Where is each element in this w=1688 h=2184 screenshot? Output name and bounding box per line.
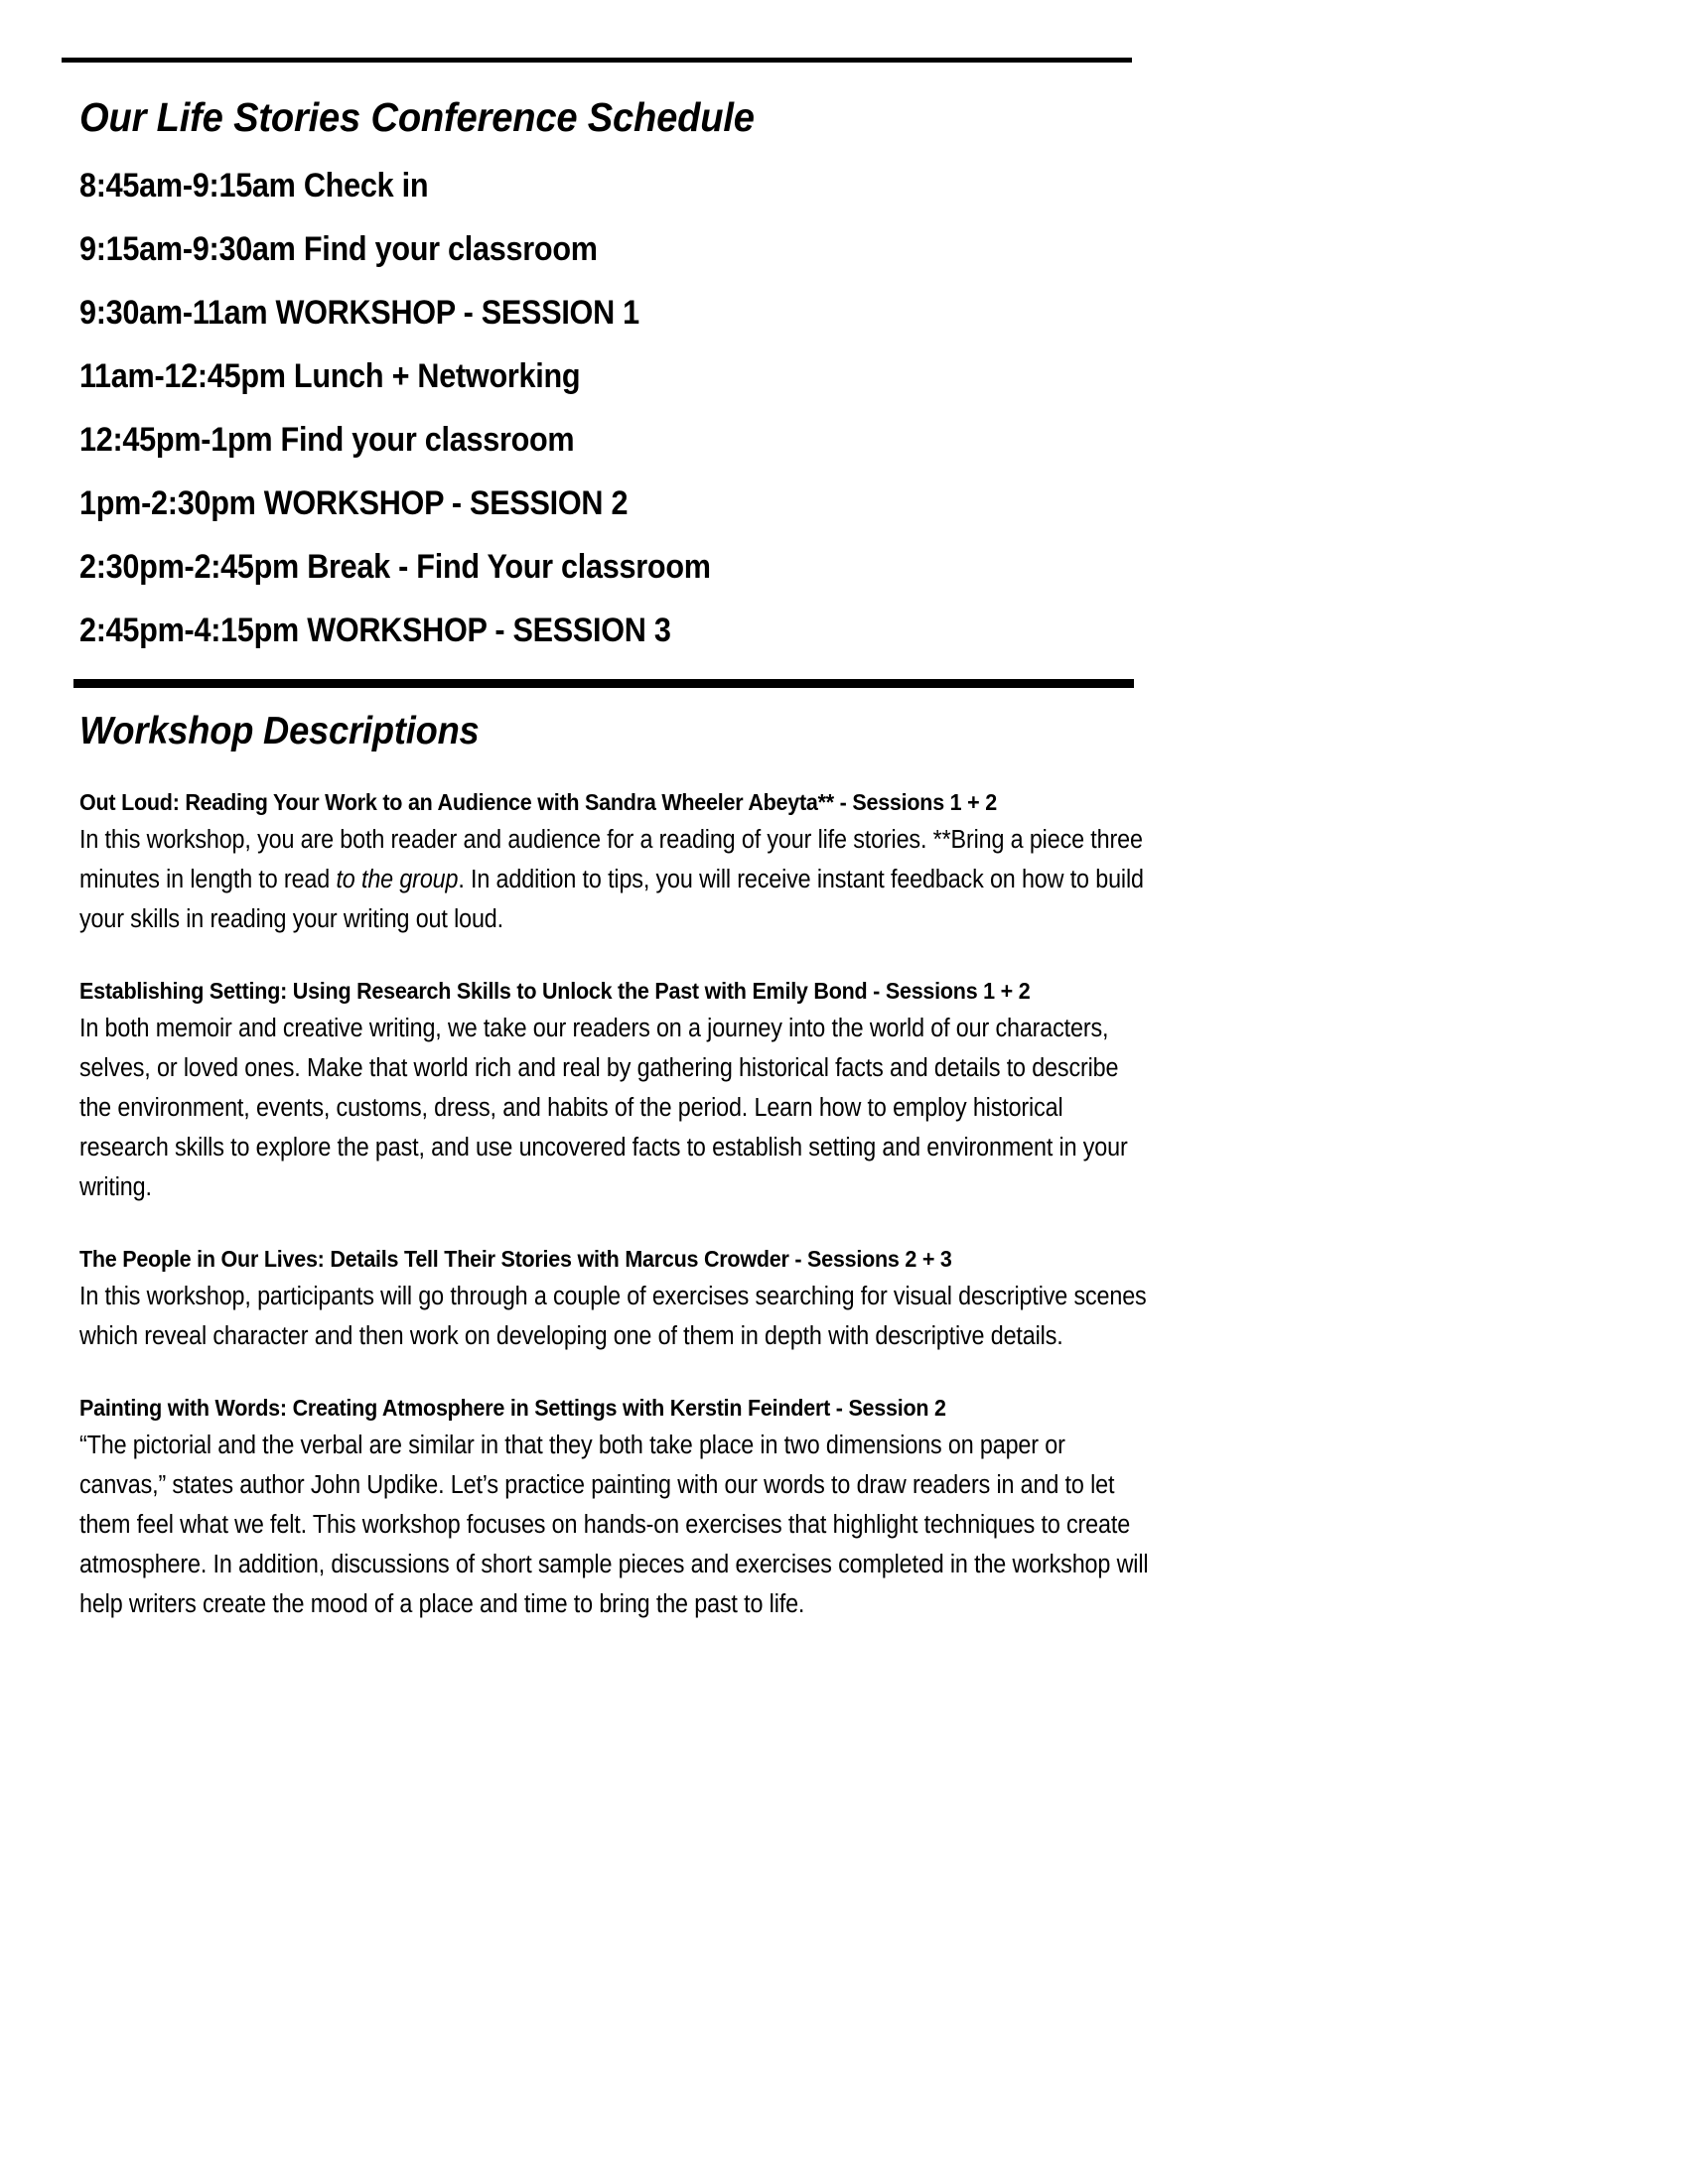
workshop-descriptions-section [79, 707, 1589, 1624]
schedule-item: 2:30pm-2:45pm Break - Find Your classroom [79, 548, 711, 586]
schedule-item: 9:30am-11am WORKSHOP - SESSION 1 [79, 294, 639, 332]
schedule-item: 1pm-2:30pm WORKSHOP - SESSION 2 [79, 484, 629, 522]
schedule-item: 11am-12:45pm Lunch + Networking [79, 357, 581, 395]
workshop-block [79, 786, 1589, 939]
workshop-block [79, 1243, 1589, 1356]
workshop-body: In this workshop, participants will go through a couple of exercises searching for visual descriptive scenes which reveal character and then work on developing one of them in depth with descriptive details. [79, 1283, 1147, 1350]
workshop-block [79, 975, 1589, 1207]
section-heading: Workshop Descriptions [79, 710, 480, 752]
workshop-title: The People in Our Lives: Details Tell Their Stories with Marcus Crowder - Sessions 2 + 3 [79, 1246, 952, 1272]
workshop-body [79, 820, 1156, 939]
workshop-title: Establishing Setting: Using Research Skills to Unlock the Past with Emily Bond - Sessions 1 + 2 [79, 978, 1031, 1004]
workshop-title: Painting with Words: Creating Atmosphere in Settings with Kerstin Feindert - Session 2 [79, 1395, 946, 1421]
schedule-section [79, 91, 1569, 673]
workshop-body-text-start: In this workshop, you are both reader and audience for a reading of your life stories. **Bring a piece three minutes in length to read [79, 826, 1143, 893]
schedule-item: 9:15am-9:30am Find your classroom [79, 230, 598, 268]
workshop-block [79, 1392, 1589, 1624]
schedule-item: 8:45am-9:15am Check in [79, 167, 429, 205]
page-title: Our Life Stories Conference Schedule [79, 94, 755, 140]
schedule-list [79, 165, 1569, 651]
section-divider-rule [73, 679, 1134, 688]
schedule-item: 2:45pm-4:15pm WORKSHOP - SESSION 3 [79, 612, 671, 649]
workshop-body: In both memoir and creative writing, we take our readers on a journey into the world of our characters, selves, or loved ones. Make that world rich and real by gathering historical facts and details to describe the environment, events, customs, dress, and habits of the period. Learn how to employ historical research skills to explore the past, and use uncovered facts to establish setting and environment in your writing. [79, 1015, 1128, 1201]
workshop-body-text-end: . In addition to tips, you will receive instant feedback on how to build your skills in reading your writing out loud. [79, 866, 1144, 933]
workshop-body-emphasis: to the group [336, 866, 459, 893]
schedule-item: 12:45pm-1pm Find your classroom [79, 421, 575, 459]
top-horizontal-rule [62, 58, 1132, 63]
workshop-title: Out Loud: Reading Your Work to an Audience with Sandra Wheeler Abeyta** - Sessions 1 + 2 [79, 789, 997, 815]
workshop-body: “The pictorial and the verbal are similar in that they both take place in two dimensions on paper or canvas,” states author John Updike. Let’s practice painting with our words to draw readers in and to let them feel what we felt. This workshop focuses on hands-on exercises that highlight techniques to create atmosphere. In addition, discussions of short sample pieces and exercises completed in the workshop will help writers create the mood of a place and time to bring the past to life. [79, 1432, 1149, 1618]
